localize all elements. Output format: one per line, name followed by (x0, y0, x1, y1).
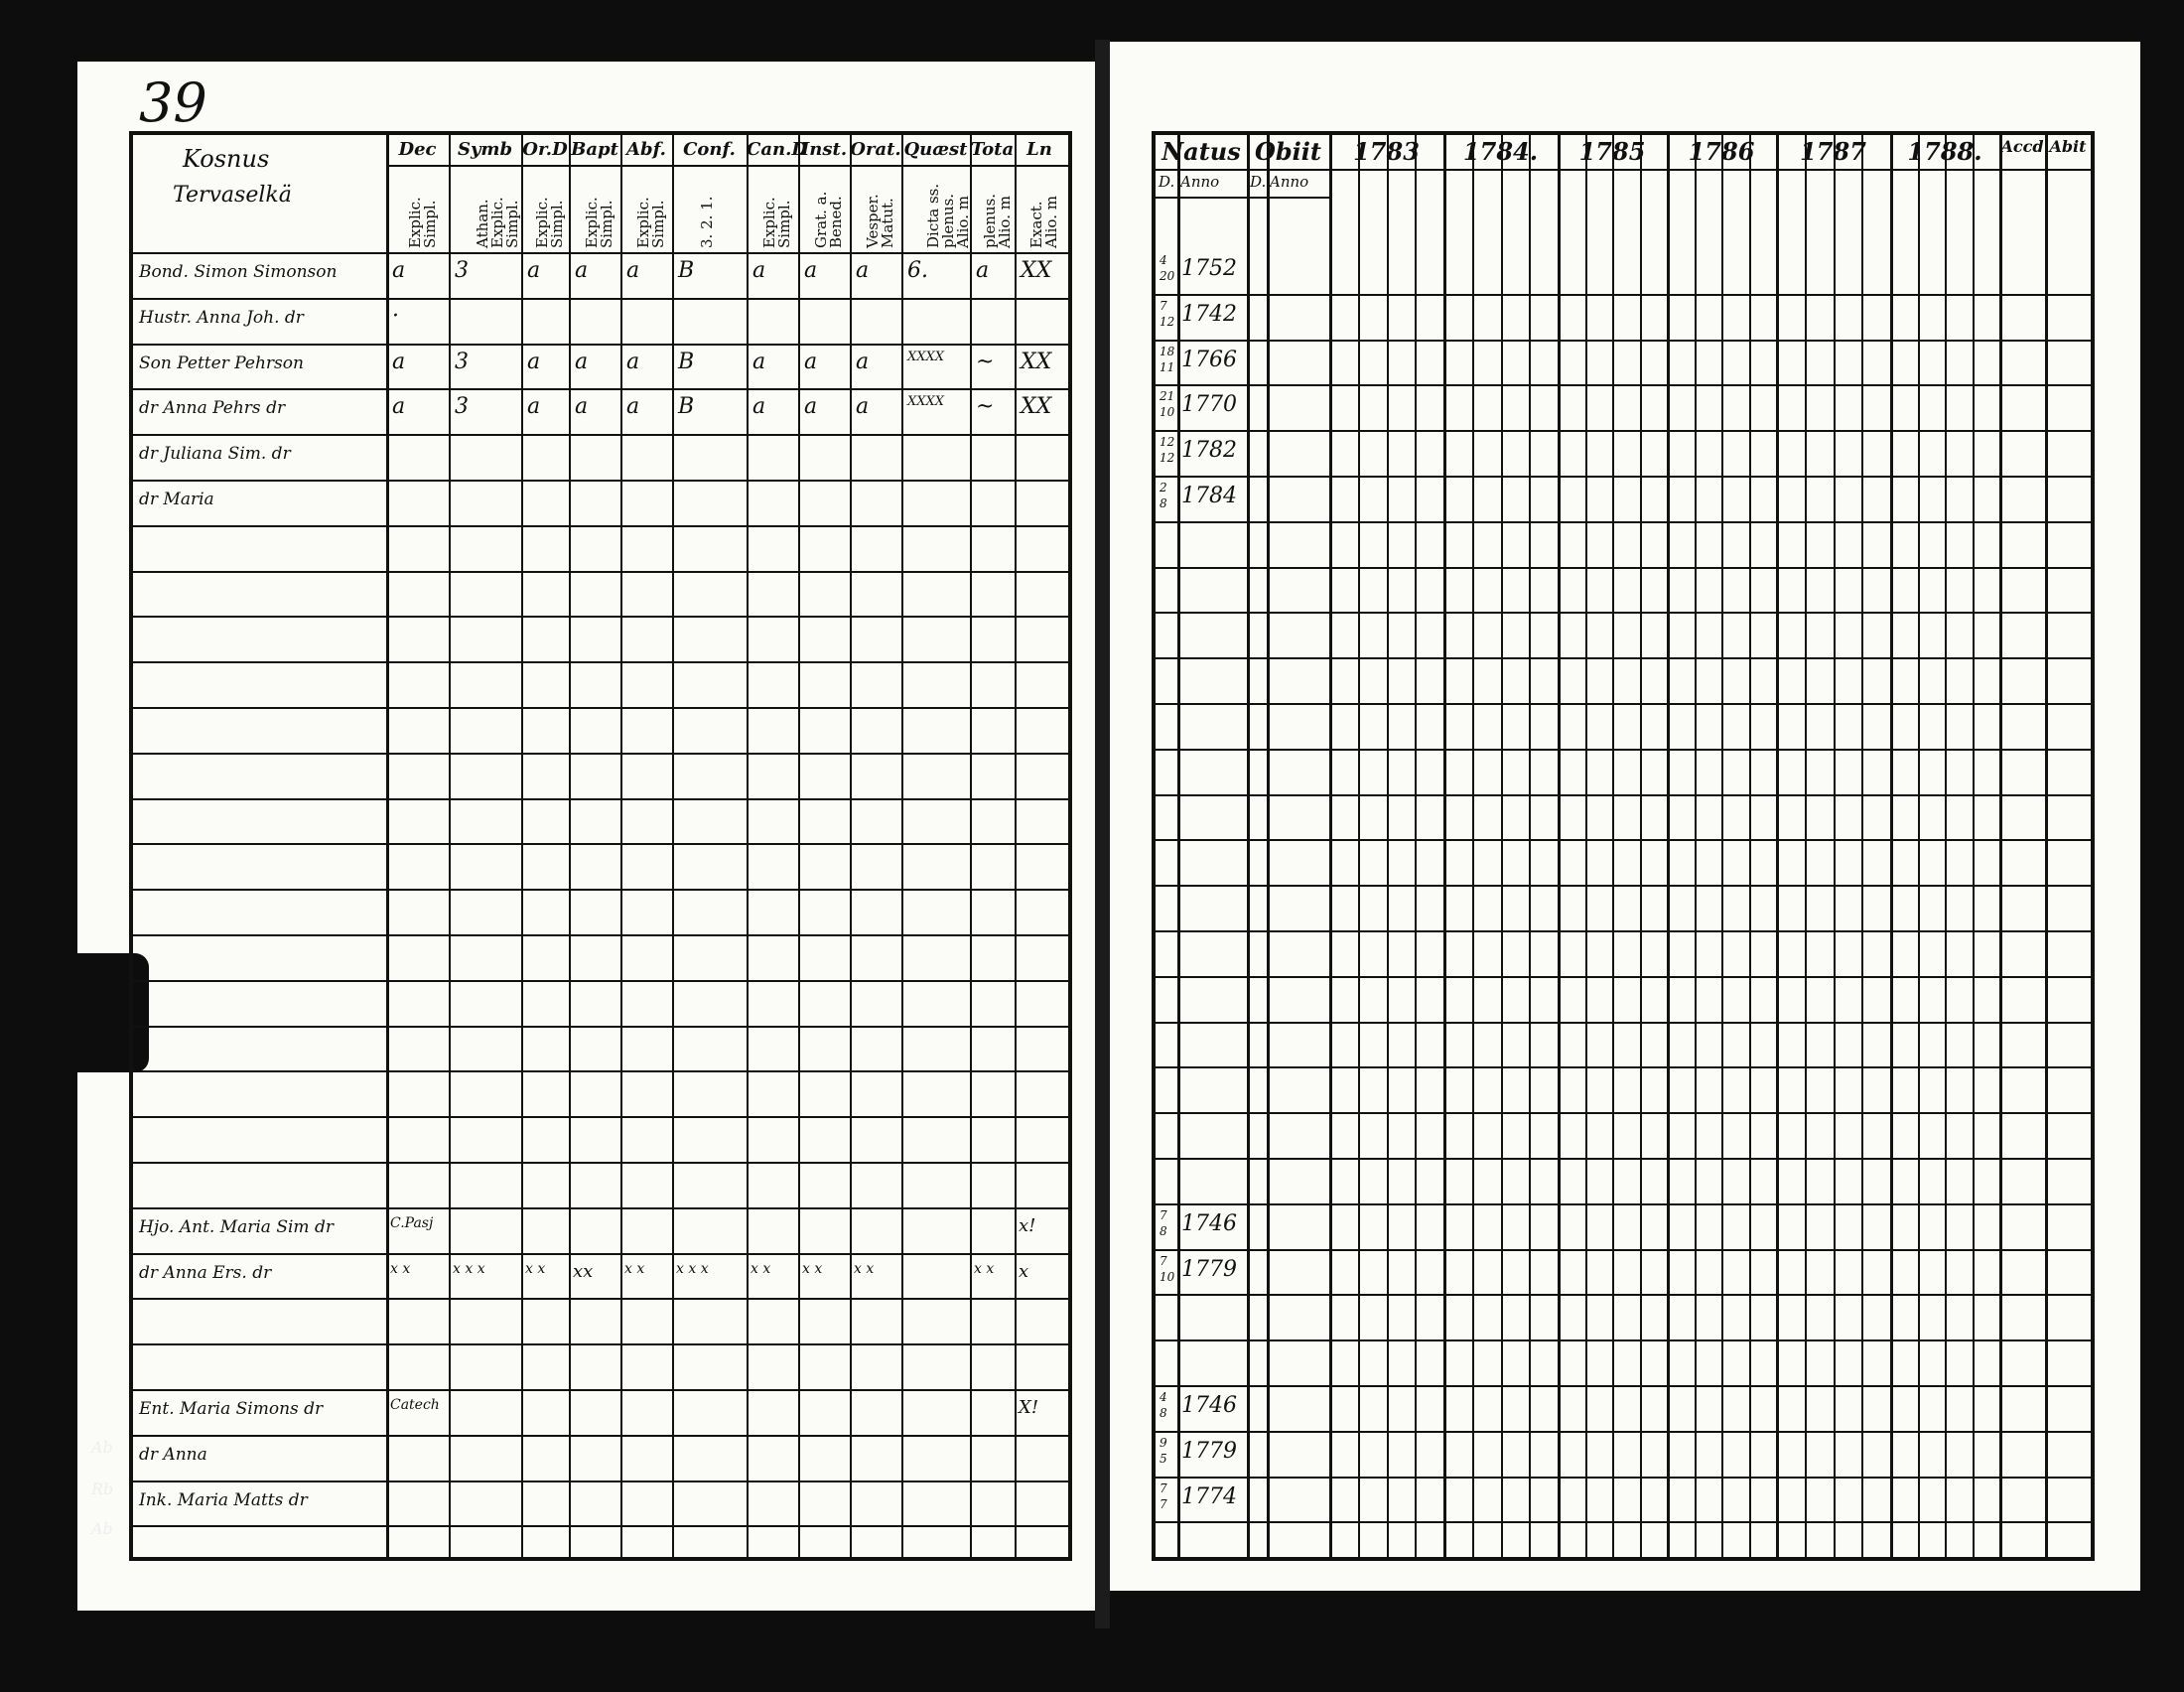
catechism-mark: 3 (455, 258, 469, 283)
year-subcolumn (1721, 135, 1723, 1557)
header-bottom-rule (1156, 169, 2091, 171)
birth-month: 5 (1160, 1451, 1167, 1466)
year-subcolumn (1834, 135, 1836, 1557)
catechism-mark: a (976, 258, 990, 283)
birth-month: 11 (1160, 359, 1175, 374)
birth-year: 1784 (1181, 484, 1237, 508)
row-rule (1156, 749, 2091, 751)
row-rule (1156, 1203, 2091, 1205)
birth-day: 21 (1160, 389, 1175, 404)
birth-month: 8 (1160, 496, 1167, 510)
catechism-mark: a (575, 349, 589, 374)
row-rule (1156, 794, 2091, 796)
catechism-mark: a (527, 394, 541, 420)
column-divider (1776, 135, 1779, 1557)
year-header: Accd (2000, 137, 2044, 156)
row-rule (133, 434, 1068, 436)
column-divider (1999, 135, 2002, 1557)
catechism-mark: a (752, 349, 766, 374)
catechism-mark: a (626, 349, 640, 374)
header-bottom-rule (133, 252, 1068, 254)
column-divider (1267, 135, 1270, 1557)
date-subheader: Anno (1270, 173, 1309, 191)
row-rule (133, 1026, 1068, 1028)
row-rule (133, 1435, 1068, 1437)
person-name: Ink. Maria Matts dr (139, 1489, 308, 1510)
column-header: Tota (970, 139, 1015, 160)
birth-year: 1774 (1181, 1483, 1237, 1509)
row-rule (133, 661, 1068, 663)
row-rule (1156, 1066, 2091, 1068)
row-rule (1156, 521, 2091, 523)
row-rule (133, 843, 1068, 845)
column-header: Quæst (903, 139, 968, 160)
row-rule (133, 1253, 1068, 1255)
row-rule (133, 571, 1068, 573)
row-rule (133, 298, 1068, 300)
column-divider (2045, 135, 2048, 1557)
column-header: Dec (398, 139, 437, 160)
row-rule (1156, 703, 2091, 705)
catechism-mark: a (856, 258, 870, 283)
birth-month: 8 (1160, 1223, 1167, 1238)
row-rule (1156, 1249, 2091, 1251)
catechism-mark: x x (802, 1260, 823, 1277)
right-register-grid (1152, 131, 2095, 1561)
catechism-mark: 3 (455, 394, 469, 420)
person-name: Hjo. Ant. Maria Sim dr (139, 1216, 334, 1237)
row-rule (1156, 476, 2091, 478)
person-name: dr Anna (139, 1444, 207, 1465)
row-rule (133, 1525, 1068, 1527)
column-header: Conf. (683, 139, 736, 160)
row-rule (133, 1480, 1068, 1482)
row-rule (133, 344, 1068, 346)
birth-year: 1742 (1181, 301, 1237, 327)
row-rule (1156, 1022, 2091, 1024)
birth-month: 10 (1160, 1269, 1175, 1284)
catechism-mark: XX (1021, 349, 1052, 374)
catechism-mark: x x (390, 1260, 411, 1277)
catechism-mark: x x (525, 1260, 546, 1277)
row-rule (1156, 1158, 2091, 1160)
birth-year: 1779 (1181, 1438, 1237, 1464)
row-rule (133, 480, 1068, 482)
year-subcolumn (1805, 135, 1807, 1557)
year-subcolumn (1640, 135, 1642, 1557)
catechism-mark: a (392, 394, 406, 420)
year-subcolumn (1612, 135, 1614, 1557)
catechism-mark: x x (854, 1260, 875, 1277)
row-rule (1156, 1477, 2091, 1479)
row-rule (133, 525, 1068, 527)
year-subcolumn (1973, 135, 1975, 1557)
catechism-mark: · (392, 303, 399, 329)
column-divider (1890, 135, 1893, 1557)
birth-year: 1770 (1181, 392, 1237, 418)
person-name: Hustr. Anna Joh. dr (139, 307, 304, 328)
left-register-grid (129, 131, 1072, 1561)
year-header: 1788. (1907, 137, 1982, 166)
book-gutter (1095, 40, 1110, 1628)
birth-year: 1746 (1181, 1393, 1237, 1418)
person-name: dr Anna Pehrs dr (139, 398, 286, 419)
row-rule (1156, 567, 2091, 569)
row-rule (133, 1298, 1068, 1300)
column-subheader: Dicta ss. plenus. Alio. m (923, 183, 972, 248)
catechism-mark: Catech (390, 1397, 440, 1413)
birth-day: 18 (1160, 344, 1175, 358)
year-header: Abit (2049, 137, 2087, 156)
column-header: Or.D (522, 139, 568, 160)
year-header: 1785 (1578, 137, 1646, 166)
birth-day: 12 (1160, 435, 1175, 450)
row-rule (1156, 976, 2091, 978)
birth-year: 1752 (1181, 256, 1237, 281)
birth-year: 1746 (1181, 1210, 1237, 1236)
row-rule (1156, 430, 2091, 432)
catechism-mark: a (392, 258, 406, 283)
column-header: Symb (457, 139, 513, 160)
row-rule (133, 1116, 1068, 1118)
catechism-mark: B (678, 349, 695, 374)
birth-year: 1766 (1181, 347, 1237, 372)
catechism-mark: 6. (907, 258, 928, 283)
row-rule (1156, 612, 2091, 614)
column-subheader: Athan. Explic. Simpl. (473, 197, 521, 248)
year-subcolumn (1861, 135, 1863, 1557)
row-rule (1156, 1112, 2091, 1114)
birth-year: 1779 (1181, 1256, 1237, 1282)
row-rule (133, 1162, 1068, 1164)
catechism-mark: a (804, 349, 818, 374)
birth-day: 4 (1160, 253, 1167, 267)
column-divider (1329, 135, 1332, 1557)
catechism-mark: x x (974, 1260, 995, 1277)
catechism-mark: a (527, 349, 541, 374)
row-rule (1156, 1431, 2091, 1433)
column-divider (1247, 135, 1250, 1557)
row-rule (133, 798, 1068, 800)
birth-day: 7 (1160, 1480, 1167, 1495)
catechism-mark: XX (1021, 394, 1052, 420)
year-subcolumn (1585, 135, 1587, 1557)
catechism-mark: ~ (976, 394, 995, 420)
margin-note: Ab (91, 1519, 113, 1538)
column-header: Inst. (800, 139, 848, 160)
row-rule (1156, 1521, 2091, 1523)
header-top-rule (386, 165, 1068, 167)
birth-day: 2 (1160, 481, 1167, 494)
column-divider (1177, 135, 1180, 1557)
column-subheader: 3. 2. 1. (697, 196, 716, 248)
column-subheader: Explic. Simpl. (405, 197, 439, 248)
column-subheader: Vesper. Matut. (864, 194, 896, 248)
catechism-mark: XXXX (907, 394, 945, 410)
birth-month: 12 (1160, 314, 1175, 329)
catechism-mark: B (678, 394, 695, 420)
year-subcolumn (1749, 135, 1751, 1557)
year-subcolumn (1501, 135, 1503, 1557)
row-rule (1156, 930, 2091, 932)
birth-month: 8 (1160, 1406, 1167, 1420)
row-rule (133, 1389, 1068, 1391)
column-subheader: Grat. a. Bened. (812, 191, 845, 248)
catechism-mark: x (1019, 1260, 1029, 1282)
birth-month: 20 (1160, 269, 1175, 283)
catechism-mark: ~ (976, 349, 995, 374)
row-rule (133, 616, 1068, 618)
birth-day: 9 (1160, 1435, 1167, 1450)
year-subcolumn (1415, 135, 1417, 1557)
row-rule (1156, 294, 2091, 296)
catechism-mark: a (804, 394, 818, 420)
birth-year: 1782 (1181, 438, 1237, 464)
catechism-mark: xx (573, 1260, 594, 1282)
catechism-mark: a (575, 258, 589, 283)
year-header: 1787 (1800, 137, 1866, 166)
row-rule (133, 388, 1068, 390)
column-divider (1667, 135, 1670, 1557)
year-subcolumn (1529, 135, 1531, 1557)
row-rule (133, 980, 1068, 982)
column-subheader: Explic. Simpl. (760, 197, 793, 248)
row-rule (1156, 1385, 2091, 1387)
catechism-mark: a (527, 258, 541, 283)
row-rule (1156, 340, 2091, 342)
catechism-mark: x! (1019, 1214, 1036, 1236)
date-subheader: Anno (1180, 173, 1220, 191)
catechism-mark: B (678, 258, 695, 283)
year-subcolumn (1472, 135, 1474, 1557)
margin-note: Rb (91, 1480, 114, 1498)
year-subcolumn (1387, 135, 1389, 1557)
year-header: Obiit (1254, 137, 1321, 166)
margin-note: Ab (91, 1438, 113, 1457)
year-subcolumn (1695, 135, 1697, 1557)
row-rule (1156, 885, 2091, 887)
village-name: Kosnus (183, 145, 270, 173)
year-header: Natus (1161, 137, 1241, 166)
catechism-mark: a (626, 258, 640, 283)
row-rule (133, 889, 1068, 891)
row-rule (133, 707, 1068, 709)
catechism-mark: X! (1019, 1397, 1039, 1418)
person-name: Ent. Maria Simons dr (139, 1399, 324, 1419)
catechism-mark: a (575, 394, 589, 420)
column-header: Bapt (571, 139, 618, 160)
catechism-mark: a (856, 394, 870, 420)
catechism-mark: a (392, 349, 406, 374)
row-rule (133, 753, 1068, 755)
row-rule (133, 1207, 1068, 1209)
column-header: Abf. (626, 139, 666, 160)
birth-day: 7 (1160, 298, 1167, 313)
column-header: Can.D (747, 139, 807, 160)
column-subheader: Explic. Simpl. (634, 197, 667, 248)
catechism-mark: XX (1021, 258, 1052, 283)
row-rule (1156, 657, 2091, 659)
catechism-mark: x x (751, 1260, 771, 1277)
birth-day: 7 (1160, 1207, 1167, 1222)
row-rule (1156, 839, 2091, 841)
catechism-mark: a (626, 394, 640, 420)
row-rule (133, 1070, 1068, 1072)
birth-day: 7 (1160, 1253, 1167, 1268)
year-header: 1783 (1353, 137, 1420, 166)
person-name: dr Juliana Sim. dr (139, 444, 291, 465)
year-header: 1784. (1462, 137, 1539, 166)
village-name: Tervaselkä (173, 183, 292, 208)
year-subcolumn (1358, 135, 1360, 1557)
subheader-rule (1156, 197, 1329, 199)
column-subheader: plenus. Alio. m (980, 193, 1014, 248)
column-header: Ln (1026, 139, 1052, 160)
row-rule (1156, 1294, 2091, 1296)
birth-month: 10 (1160, 405, 1175, 420)
birth-month: 7 (1160, 1496, 1167, 1511)
column-subheader: Exact. Alio. m (1027, 196, 1060, 248)
person-name: dr Anna Ers. dr (139, 1262, 272, 1283)
page-number: 39 (139, 71, 207, 134)
column-header: Orat. (850, 139, 901, 160)
year-subcolumn (1945, 135, 1947, 1557)
catechism-mark: a (804, 258, 818, 283)
column-divider (1558, 135, 1561, 1557)
person-name: Son Petter Pehrson (139, 352, 304, 373)
year-header: 1786 (1688, 137, 1755, 166)
date-subheader: D. (1250, 173, 1267, 191)
year-subcolumn (1918, 135, 1920, 1557)
column-divider (1443, 135, 1446, 1557)
person-name: dr Maria (139, 490, 214, 509)
date-subheader: D. (1159, 173, 1175, 191)
catechism-mark: a (752, 394, 766, 420)
birth-month: 12 (1160, 451, 1175, 466)
catechism-mark: 3 (455, 349, 469, 374)
column-subheader: Explic. Simpl. (533, 197, 566, 248)
person-name: Bond. Simon Simonson (139, 262, 338, 282)
catechism-mark: XXXX (907, 349, 945, 364)
row-rule (1156, 384, 2091, 386)
row-rule (133, 1343, 1068, 1345)
catechism-mark: x x (624, 1260, 645, 1277)
row-rule (133, 934, 1068, 936)
row-rule (1156, 1340, 2091, 1341)
catechism-mark: C.Pasj (390, 1214, 434, 1231)
catechism-mark: x x x (453, 1260, 485, 1277)
catechism-mark: x x x (676, 1260, 709, 1277)
birth-day: 4 (1160, 1390, 1167, 1404)
column-subheader: Explic. Simpl. (583, 197, 615, 248)
catechism-mark: a (752, 258, 766, 283)
catechism-mark: a (856, 349, 870, 374)
